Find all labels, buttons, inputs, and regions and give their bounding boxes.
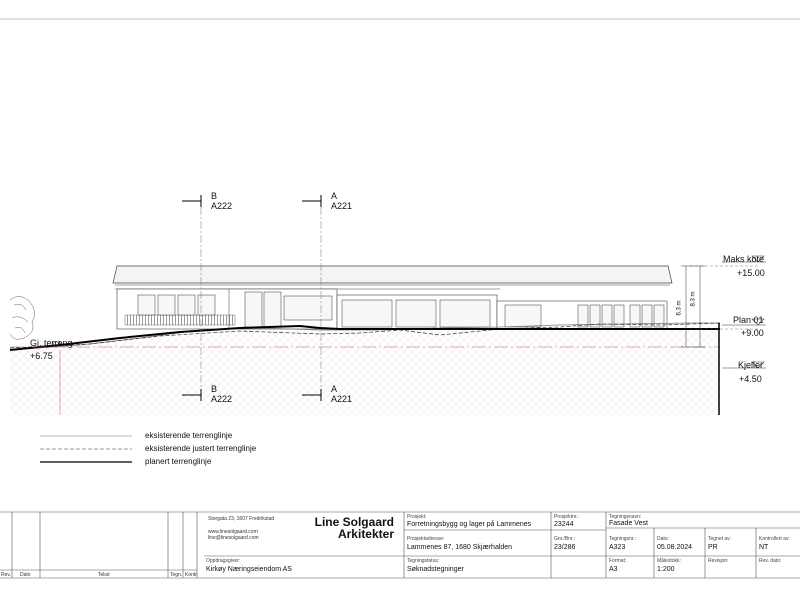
revision-label: Revisjon: [708,558,729,564]
level-value-plan-01: +9.00 [741,328,764,338]
checked-by-value: NT [759,544,769,551]
gnr-label: Gnr./Bnr.: [554,536,576,542]
office-address: Storgata 23, 1607 Fredrikstad [208,516,275,522]
section-marker-b-top-sheet: A222 [211,201,233,211]
project-label: Prosjekt: [407,514,427,520]
tree-left [10,296,35,339]
office-logo [314,516,394,540]
gnr-value: 23/286 [554,544,576,551]
office-web: www.linesolgaard.com [208,529,258,535]
address-label: Prosjektadresse: [407,536,445,542]
drawing-no-value: A323 [609,544,626,551]
date-label: Dato: [657,536,669,542]
rev-header-text: Tekst [98,572,110,578]
level-name-kjeller: Kjeller [738,360,764,370]
terrain-label: Gj. terreng [30,338,73,348]
rev-date-label: Rev. dato: [759,558,782,564]
rev-header-checked: Kontr. [185,572,199,578]
format-label: Format: [609,558,627,564]
project-value: Forretningsbygg og lager på Lammenes [407,521,532,528]
level-name-plan-01: Plan 01 [733,315,764,325]
cladding-band [125,315,235,325]
section-marker-a-top-sheet: A221 [331,201,353,211]
legend-planned: planert terrenglinje [145,457,212,466]
drawing-name-value: Fasade Vest [609,520,648,527]
project-no-label: Prosjektnr.: [554,514,580,520]
date-value: 05.08.2024 [657,544,693,551]
brand-name: Line Solgaard [314,515,394,529]
drawing-name-label: Tegningsnavn: [609,514,642,520]
ground-hatch [10,323,720,415]
rev-header-rev: Rev. [1,572,11,578]
terrain-value: +6.75 [30,351,53,361]
format-value: A3 [609,566,618,573]
client-label: Oppdragsgiver: [206,558,241,564]
office-email: line@linesolgaard.com [208,535,259,541]
windows-middle [342,300,490,327]
level-value-kjeller: +4.50 [739,374,762,384]
status-value: Søknadstegninger [407,566,464,573]
dimension-8-3: 8.3 m [690,291,697,307]
legend-existing: eksisterende terrenglinje [145,431,233,440]
section-marker-b-bottom-letter: B [211,384,218,394]
legend-adjusted: eksisterende justert terrenglinje [145,444,257,453]
level-value-maks-kote: +15.00 [737,268,765,278]
status-label: Tegningstatus: [407,558,440,564]
drawn-by-label: Tegnet av: [708,536,732,542]
section-marker-b-bottom-sheet: A222 [211,394,233,404]
level-name-maks-kote: Maks kote [723,254,765,264]
project-no-value: 23244 [554,521,574,528]
section-marker-a-top-letter: A [331,191,338,201]
drawn-by-value: PR [708,544,718,551]
rev-header-date: Dato [20,572,31,578]
rev-header-drawn: Tegn. [170,572,183,578]
scale-value: 1:200 [657,566,675,573]
checked-by-label: Kontrollert av: [759,536,790,542]
section-marker-a-bottom-sheet: A221 [331,394,353,404]
address-value: Lammenes 87, 1680 Skjærhalden [407,544,513,551]
section-marker-a-bottom-letter: A [331,384,338,394]
drawing-no-label: Tegningsnr.: [609,536,636,542]
brand-subtitle: Arkitekter [337,527,394,541]
scale-label: Målestokk: [657,558,681,564]
client-value: Kirkøy Næringseiendom AS [206,566,292,573]
section-marker-b-top-letter: B [211,191,218,201]
dimension-6-3: 6.3 m [676,300,683,316]
roof [113,266,672,283]
